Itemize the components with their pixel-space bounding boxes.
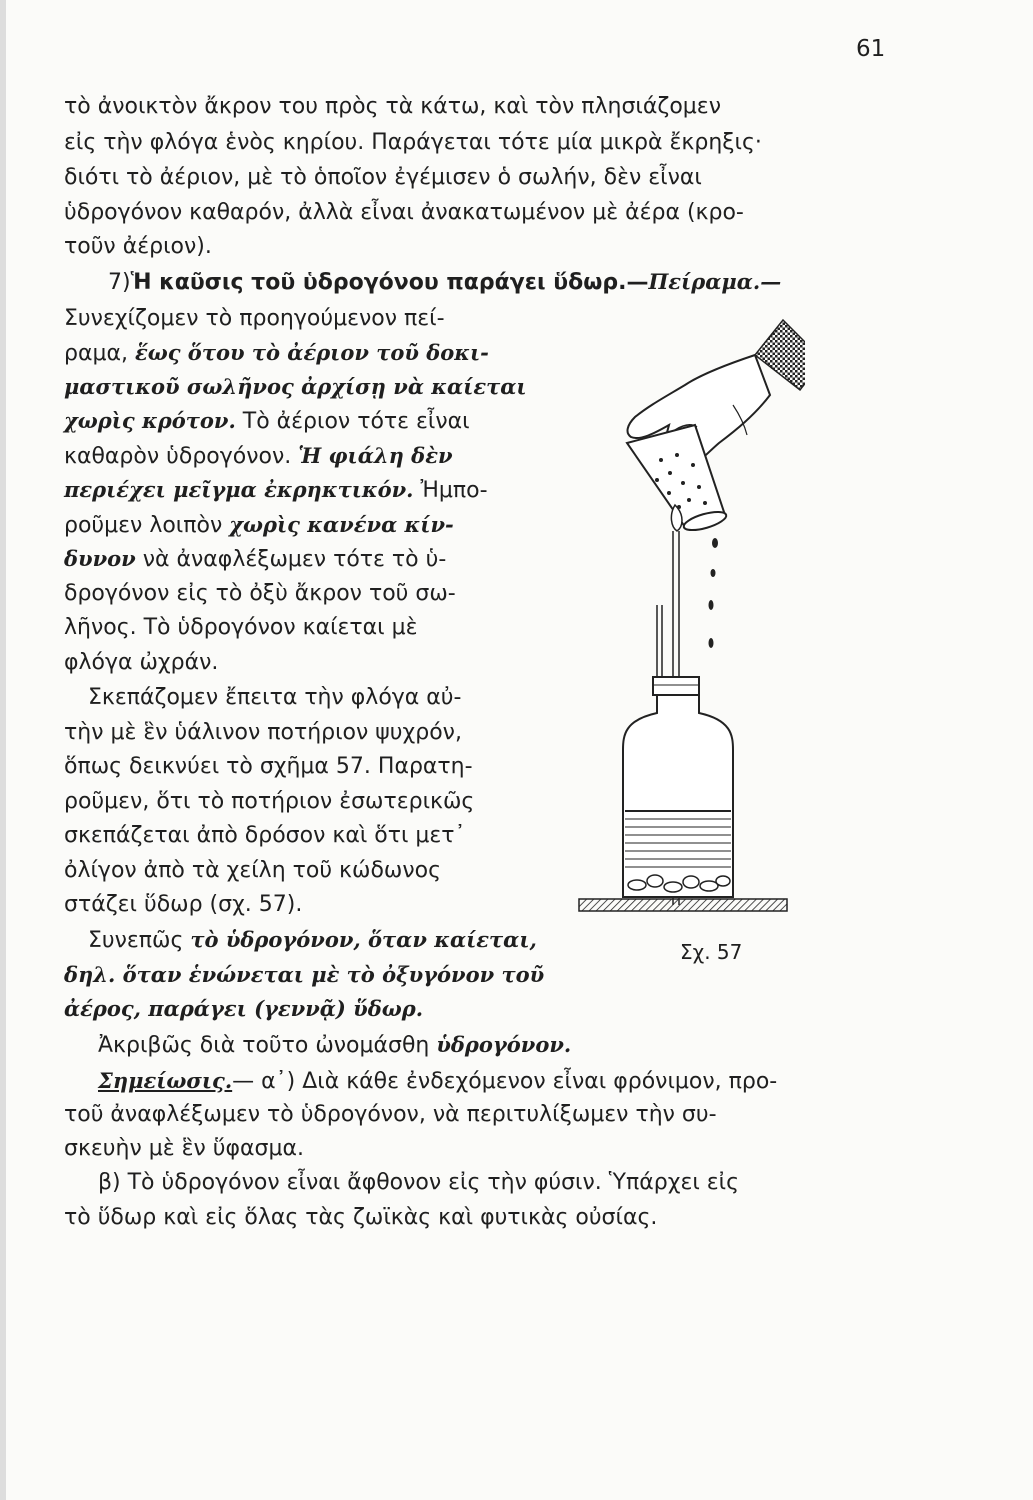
text-line: Συνεπῶς τὸ ὑδρογόνον, ὅταν καίεται, [88,927,537,953]
text-line: εἰς τὴν φλόγα ἑνὸς κηρίου. Παράγεται τότε μία μικρὰ ἔκρηξις· [64,130,762,155]
text-line: Ἀκριβῶς διὰ τοῦτο ὠνομάσθη ὑδρογόνον. [98,1032,572,1058]
text-line: ραμα, ἕως ὅτου τὸ ἀέριον τοῦ δοκι- [64,340,489,366]
figure-caption: Σχ. 57 [680,940,743,964]
page-edge [0,0,6,1500]
text-line: ὀλίγον ἀπὸ τὰ χείλη τοῦ κώδωνος [64,858,441,883]
text-line: ὅπως δεικνύει τὸ σχῆμα 57. Παρατη- [64,754,473,779]
text-line: Συνεχίζομεν τὸ προηγούμενον πεί- [64,306,445,331]
text-line: ροῦμεν λοιπὸν χωρὶς κανένα κίν- [64,512,454,538]
text-line: ροῦμεν, ὅτι τὸ ποτήριον ἐσωτερικῶς [64,789,475,814]
text-line: ἀέρος, παράγει (γεννᾷ) ὕδωρ. [64,996,424,1021]
text-line: τοῦν ἀέριον). [64,234,212,259]
text-line: περιέχει μεῖγμα ἐκρηκτικόν. Ἠμπο- [64,477,488,503]
text-line: στάζει ὕδωρ (σχ. 57). [64,892,303,917]
note-line: σκευὴν μὲ ἓν ὕφασμα. [64,1136,304,1161]
text-line: δηλ. ὅταν ἑνώνεται μὲ τὸ ὀξυγόνον τοῦ [64,962,545,987]
note-line: Σημείωσις.— α᾽) Διὰ κάθε ἐνδεχόμενον εἶναι φρόνιμον, προ- [98,1068,778,1094]
text-line: καθαρὸν ὑδρογόνον. Ἡ φιάλη δὲν [64,443,453,469]
section-heading [108,267,781,298]
text-line: χωρὶς κρότον. Τὸ ἀέριον τότε εἶναι [64,408,470,434]
heading-text: Ἡ καῦσις τοῦ ὑδρογόνου παράγει ὕδωρ.— [130,270,649,295]
text-line: διότι τὸ ἀέριον, μὲ τὸ ὁποῖον ἐγέμισεν ὁ σωλήν, δὲν εἶναι [64,165,702,190]
note-line: τὸ ὕδωρ καὶ εἰς ὅλας τὰς ζωϊκὰς καὶ φυτικὰς οὐσίας. [64,1205,658,1230]
text-line: τὸ ἀνοικτὸν ἄκρον του πρὸς τὰ κάτω, καὶ τὸν πλησιάζομεν [64,94,721,119]
note-line: β) Τὸ ὑδρογόνον εἶναι ἄφθονον εἰς τὴν φύσιν. Ὑπάρχει εἰς [98,1170,740,1195]
heading-number: 7) [108,270,131,295]
text-line: τὴν μὲ ἓν ὑάλινον ποτήριον ψυχρόν, [64,720,462,745]
text-line: δυνον νὰ ἀναφλέξωμεν τότε τὸ ὑ- [64,546,447,572]
note-line: τοῦ ἀναφλέξωμεν τὸ ὑδρογόνον, νὰ περιτυλίξωμεν τὴν συ- [64,1102,717,1127]
page-number: 61 [856,36,886,62]
heading-experiment: Πείραμα.— [648,269,782,294]
text-line: λῆνος. Τὸ ὑδρογόνον καίεται μὲ [64,615,418,640]
text-line: δρογόνον εἰς τὸ ὀξὺ ἄκρον τοῦ σω- [64,581,456,606]
text-line: σκεπάζεται ἀπὸ δρόσον καὶ ὅτι μετ᾽ [64,823,466,848]
note-label: Σημείωσις. [98,1068,233,1093]
text-line: φλόγα ὠχράν. [64,650,219,675]
text-line: Σκεπάζομεν ἔπειτα τὴν φλόγα αὐ- [88,685,462,710]
text-line: ὑδρογόνον καθαρόν, ἀλλὰ εἶναι ἀνακατωμένον μὲ ἀέρα (κρο- [64,200,744,225]
text-line: μαστικοῦ σωλῆνος ἀρχίσῃ νὰ καίεται [64,374,527,399]
figure-57-illustration [565,305,805,930]
